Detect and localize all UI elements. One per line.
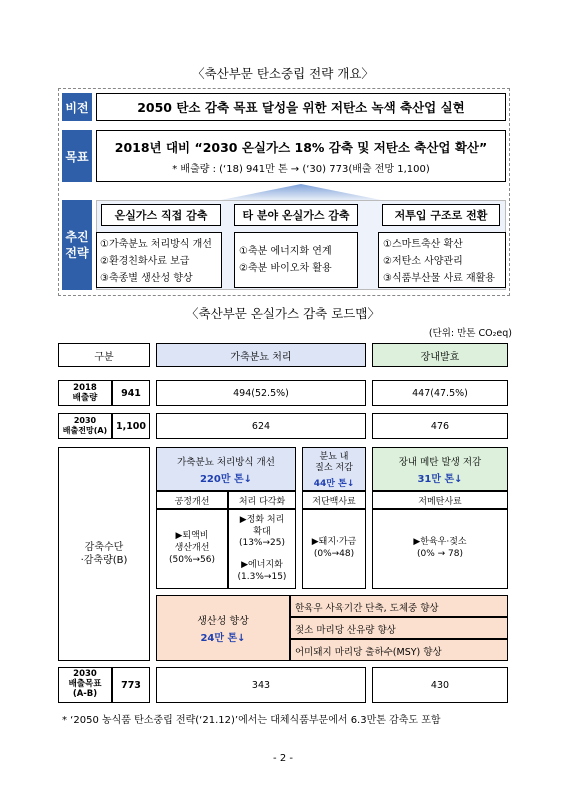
reduction-label: 감축수단 ·감축량(B) [58, 447, 150, 661]
methane-box [372, 447, 508, 491]
strategy-col1-list [96, 232, 222, 288]
strategy-item: ②축분 바이오차 활용 [239, 263, 332, 274]
strategy-col3-list [378, 232, 506, 288]
target-label: 2030 배출목표 (A-B) [58, 667, 112, 703]
header-category: 구분 [58, 343, 150, 367]
subitem-lowmethane: ▶한육우·젖소 (0% → 78) [372, 509, 508, 589]
strategy-col1-title: 온실가스 직접 감축 [101, 204, 221, 226]
header-manure: 가축분뇨 처리 [156, 343, 366, 367]
strategy-item: ①스마트축산 확산 [383, 239, 463, 250]
productivity-item: 어미돼지 마리당 출하수(MSY) 향상 [290, 639, 508, 661]
target-manure: 343 [156, 667, 366, 703]
goal-label: 목표 [62, 130, 92, 182]
productivity-item: 젖소 마리당 산유량 향상 [290, 617, 508, 639]
vision-label: 비전 [62, 93, 92, 121]
roadmap-title: 〈축산부문 온실가스 감축 로드맵〉 [186, 306, 380, 321]
row2030-manure: 624 [156, 413, 366, 439]
strategy-item: ③식품부산물 사료 재활용 [383, 273, 495, 284]
strategy-item: ①가축분뇨 처리방식 개선 [100, 239, 212, 250]
row2030-label: 2030 배출전망(A) [58, 413, 112, 439]
strategy-label: 추진 전략 [62, 200, 92, 290]
goal-main: 2018년 대비 “2030 온실가스 18% 감축 및 저탄소 축산업 확산” [114, 140, 488, 155]
productivity-item: 한육우 사육기간 단축, 도체중 향상 [290, 595, 508, 617]
goal-sub: * 배출량 : (‘18) 941만 톤 → (‘30) 773(배출 전망 1,100) [172, 163, 430, 175]
strategy-col2-title: 타 분야 온실가스 감축 [234, 204, 358, 226]
subheader-lowmethane: 저메탄사료 [372, 491, 508, 509]
row2018-manure: 494(52.5%) [156, 380, 366, 406]
unit-label: (단위: 만톤 CO₂eq) [428, 328, 512, 339]
overview-title: 〈축산부문 탄소중립 전략 개요〉 [192, 66, 374, 81]
subheader-lowprotein: 저단백사료 [302, 491, 366, 509]
strategy-arrow [96, 184, 506, 200]
strategy-item: ①축분 에너지화 연계 [239, 246, 332, 257]
productivity-box [156, 595, 290, 661]
row2030-total: 1,100 [112, 413, 150, 439]
methane-amount: 31만 톤↓ [417, 473, 463, 485]
row2018-total: 941 [112, 380, 150, 406]
methane-title: 장내 메탄 발생 저감 [398, 457, 482, 468]
row2018-label: 2018 배출량 [58, 380, 112, 406]
nitrous-box [302, 447, 366, 491]
subitem-process: ▶퇴액비 생산개선 (50%→56) [156, 509, 228, 589]
header-enteric: 장내발효 [372, 343, 508, 367]
strategy-col3-title: 저투입 구조로 전환 [382, 204, 500, 226]
vision-text: 2050 탄소 감축 목표 달성을 위한 저탄소 녹색 축산업 실현 [96, 93, 506, 121]
goal-box [96, 130, 506, 182]
subheader-diversify: 처리 다각화 [228, 491, 296, 509]
target-enteric: 430 [372, 667, 508, 703]
subheader-process: 공정개선 [156, 491, 228, 509]
manure-method-title: 가축분뇨 처리방식 개선 [177, 457, 275, 468]
strategy-item: ③축종별 생산성 향상 [100, 273, 193, 284]
productivity-amount: 24만 톤↓ [200, 632, 246, 644]
nitrous-title: 분뇨 내 질소 저감 [315, 452, 353, 473]
strategy-col2-list [234, 232, 358, 288]
target-total: 773 [112, 667, 150, 703]
strategy-item: ②환경친화사료 보급 [100, 256, 190, 267]
footnote: * ‘2050 농식품 탄소중립 전략(‘21.12)’에서는 대체식품부문에서 6.3만톤 감축도 포함 [62, 715, 441, 726]
subitem-diversify: ▶정화 처리 확대 (13%→25) ▶에너지화 (1.3%→15) [228, 509, 296, 589]
row2030-enteric: 476 [372, 413, 508, 439]
strategy-item: ②저탄소 사양관리 [383, 256, 463, 267]
manure-method-amount: 220만 톤↓ [199, 473, 253, 485]
manure-method-box [156, 447, 296, 491]
subitem-lowprotein: ▶돼지·가금 (0%→48) [302, 509, 366, 589]
productivity-title: 생산성 향상 [197, 615, 249, 627]
row2018-enteric: 447(47.5%) [372, 380, 508, 406]
nitrous-amount: 44만 톤↓ [313, 479, 355, 489]
page-number: - 2 - [273, 752, 293, 764]
